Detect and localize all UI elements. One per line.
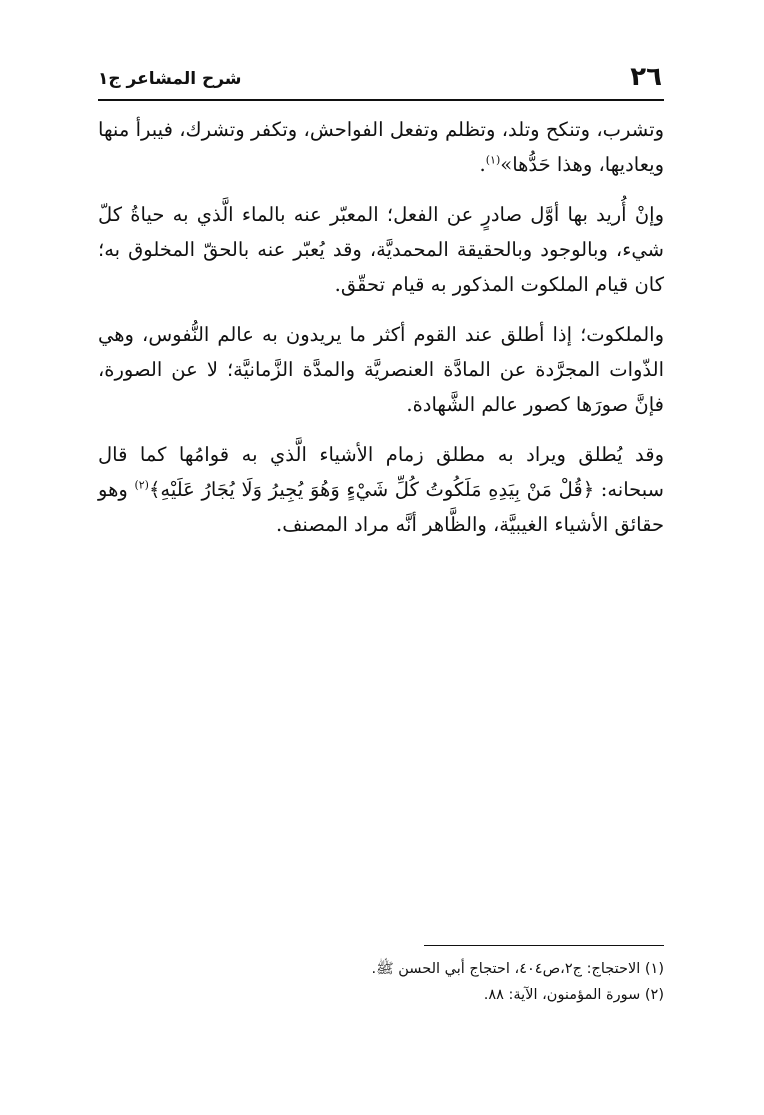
body-text: [98, 112, 664, 557]
quran-quote: ﴿قُلْ مَنْ بِيَدِهِ مَلَكُوتُ كُلِّ شَيْءٍ وَهُوَ يُجِيرُ وَلَا يُجَارُ عَلَيْهِ﴾: [148, 478, 595, 501]
footnote: [98, 982, 664, 1008]
paragraph-end-mark: .: [479, 153, 486, 176]
running-title: شرح المشاعر ج١: [98, 69, 242, 89]
footnote-ref: (٢): [134, 478, 149, 492]
paragraph-text: وهو حقائق الأشياء الغيبيَّة، والظَّاهر أنَّه مراد المصنف.: [98, 478, 664, 536]
paragraph-text: وإنْ أُريد بها أوَّل صادرٍ عن الفعل؛ المعبّر عنه بالماء الَّذي به حياةُ كلّ شيء، وبالوجود وبالحقيقة المحمديَّة، وقد يُعبّر عنه بالحقّ المخلوق به؛ كان قيام الملكوت المذكور به قيام تحقّق.: [98, 203, 664, 296]
footnote-text: سورة المؤمنون، الآية: ٨٨.: [483, 987, 641, 1003]
page-number: ٢٦: [630, 62, 662, 92]
footnote-rule: [424, 945, 664, 946]
footnote-ref: (١): [485, 153, 501, 167]
page-header: [98, 62, 664, 102]
header-rule: [98, 99, 664, 101]
paragraph: [98, 112, 664, 182]
footnote-marker: (٢): [644, 987, 664, 1003]
paragraph: [98, 317, 664, 422]
paragraph: [98, 197, 664, 302]
paragraph-text: وقد يُطلق ويراد به مطلق زمام الأشياء الَّذي به قوامُها كما قال سبحانه:: [98, 443, 664, 501]
footnotes: [98, 956, 664, 1008]
footnote: [98, 956, 664, 982]
paragraph: [98, 437, 664, 542]
paragraph-text: والملكوت؛ إذا أطلق عند القوم أكثر ما يريدون به عالم النُّفوس، وهي الذّوات المجرَّدة عن المادَّة العنصريَّة والمدَّة الزَّمانيَّة؛ لا عن الصورة، فإنَّ صورَها كصور عالم الشَّهادة.: [98, 323, 664, 416]
paragraph-text: وتشرب، وتنكح وتلد، وتظلم وتفعل الفواحش، وتكفر وتشرك، فيبرأ منها ويعاديها، وهذا حَدُّها»: [98, 118, 664, 176]
footnote-marker: (١): [644, 961, 664, 977]
footnote-text: الاحتجاج: ج٢،ص٤٠٤، احتجاج أبي الحسن ﷺ.: [371, 961, 641, 977]
